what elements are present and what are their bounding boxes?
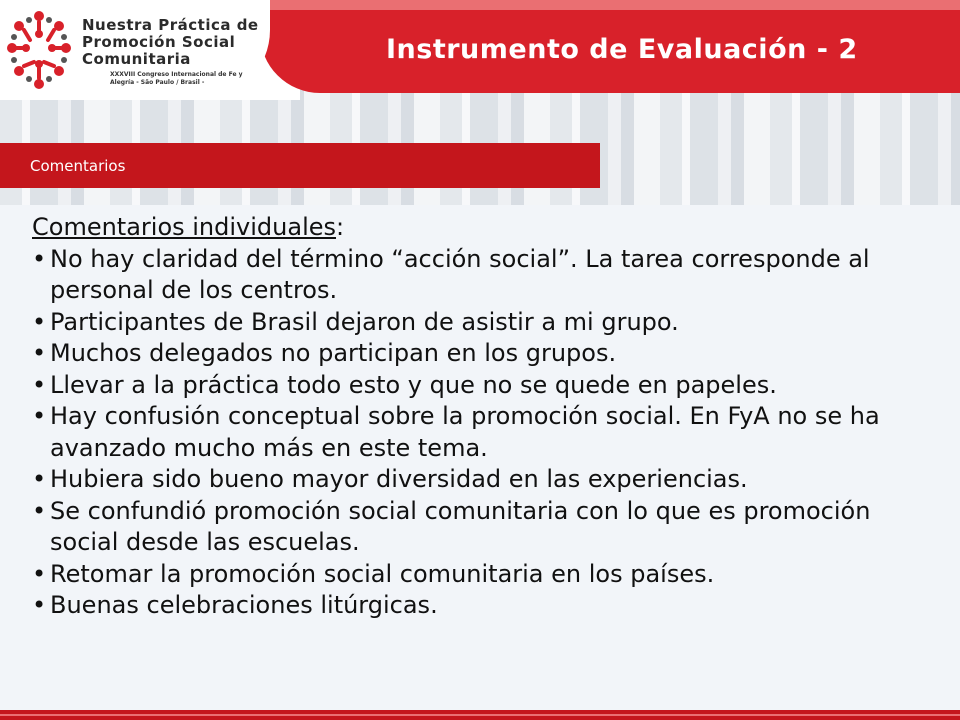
comment-item: • Se confundió promoción social comunitaria con lo que es promoción social desde las escuelas. [32,496,942,559]
comment-item: • Muchos delegados no participan en los grupos. [32,338,942,370]
comments-heading-line [32,212,942,244]
comment-item: • Llevar a la práctica todo esto y que no se quede en papeles. [32,370,942,402]
comment-item: • Retomar la promoción social comunitaria en los países. [32,559,942,591]
section-label: Comentarios [30,157,126,175]
comment-item: • Buenas celebraciones litúrgicas. [32,590,942,622]
comment-item: • Hubiera sido bueno mayor diversidad en las experiencias. [32,464,942,496]
comments-heading: Comentarios individuales [32,213,337,241]
slide-title: Instrumento de Evaluación - 2 [386,34,858,65]
logo-line-3: Comunitaria [82,50,191,68]
logo-line-2: Promoción Social [82,33,236,51]
comment-item: • No hay claridad del término “acción social”. La tarea corresponde al personal de los centros. [32,244,942,307]
logo-line-1: Nuestra Práctica de [82,16,259,34]
bottom-bar-stripe [0,714,960,716]
logo-figures-icon [4,6,74,94]
comments-content [32,212,942,622]
logo-subtitle: XXXVIII Congreso Internacional de Fe y Alegría - São Paulo / Brasil - [110,71,243,86]
logo [0,0,270,100]
comment-item: • Participantes de Brasil dejaron de asistir a mi grupo. [32,307,942,339]
comment-item: • Hay confusión conceptual sobre la promoción social. En FyA no se ha avanzado mucho más en este tema. [32,401,942,464]
heading-colon: : [336,213,345,241]
header-strip [270,0,960,10]
comments-list [32,244,942,622]
